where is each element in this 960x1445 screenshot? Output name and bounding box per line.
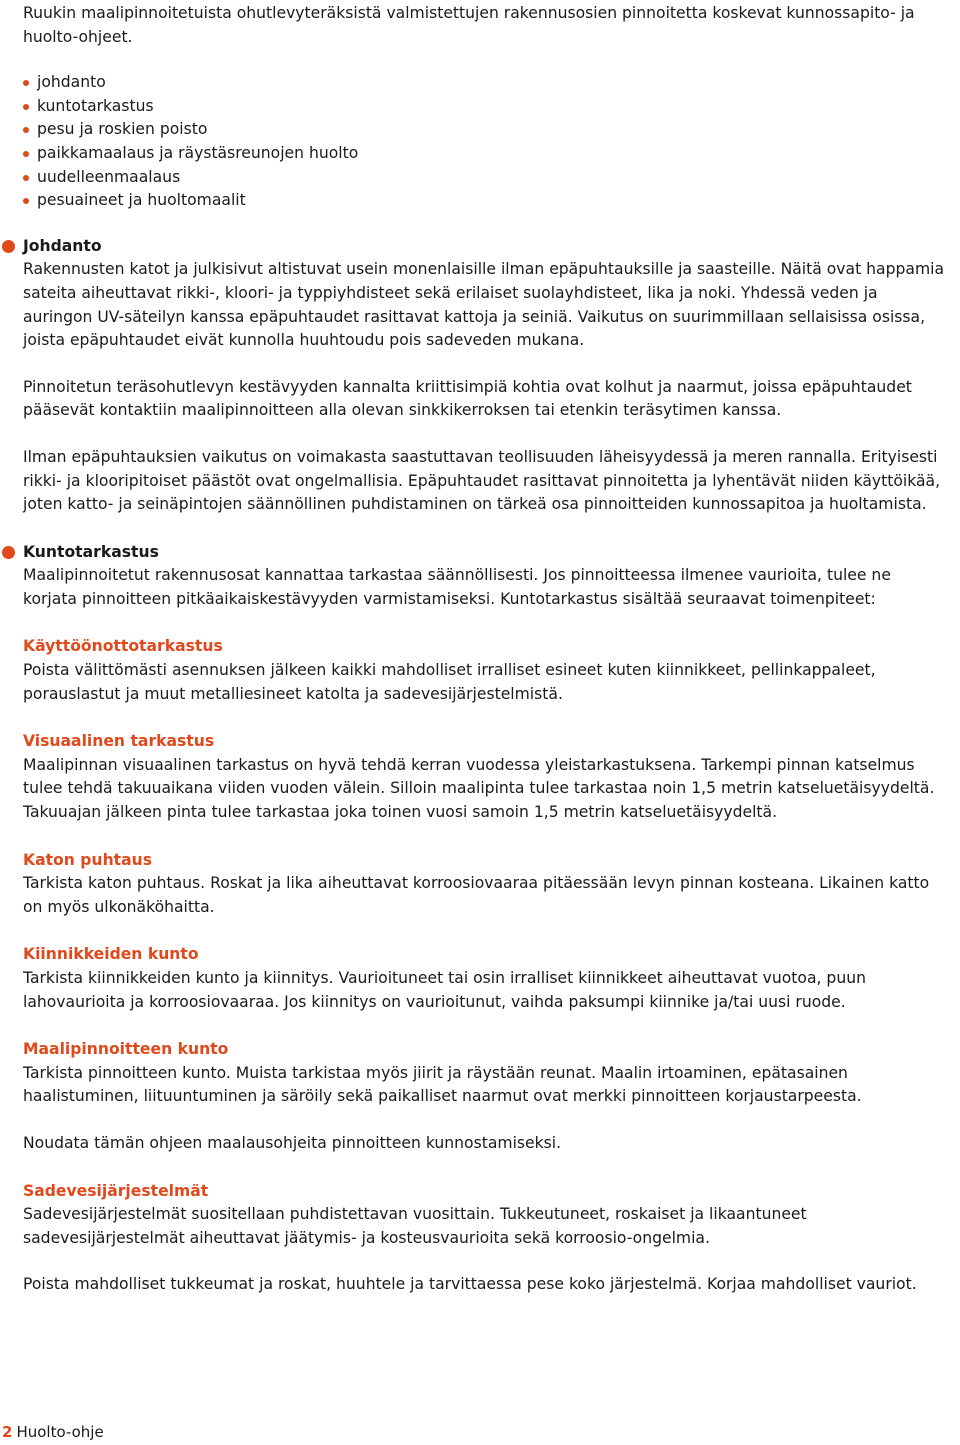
bullet-dot-icon [2,546,15,559]
intro-text: Ruukin maalipinnoitetuista ohutlevyteräksistä valmistettujen rakennusosien pinnoitetta koskevat kunnossapito- ja huolto-ohjeet. [23,4,915,46]
subsection-title: Katon puhtaus [23,850,153,869]
toc-item: pesuaineet ja huoltomaalit [23,189,948,213]
paragraph: Ilman epäpuhtauksien vaikutus on voimakasta saastuttavan teollisuuden läheisyydessä ja meren rannalla. Erityisesti rikki- ja klooripitoiset päästöt ovat ongelmallisia. Epäpuhtaudet rasittavat pinnoitetta ja lyhentävät niiden käyttöikää, joten katto- ja seinäpintojen säännöllinen puhdistaminen on tärkeä osa pinnoitteiden kunnossapitoa ja huoltamista. [23,447,941,514]
subsection-title: Käyttöönottotarkastus [23,637,223,656]
toc-item: johdanto [23,71,948,95]
paragraph: Rakennusten katot ja julkisivut altistuvat usein monenlaisille ilman epäpuhtauksille ja saasteille. Näitä ovat happamia sateita aiheuttavat rikki-, kloori- ja typpiyhdisteet sekä erilaiset suolayhdisteet, lika ja noki. Yhdessä veden ja auringon UV-säteilyn kanssa epäpuhtaudet rasittavat kattoja ja seiniä. Vaikutus on suurimmillaan sellaisissa osissa, joista epäpuhtaudet eivät kunnolla huuhtoudu pois sadeveden mukana. [23,260,945,350]
paragraph: Poista mahdolliset tukkeumat ja roskat, huuhtele ja tarvittaessa pese koko järjestelmä. Korjaa mahdolliset vauriot. [23,1275,917,1294]
toc-item: kuntotarkastus [23,95,948,119]
toc-item: pesu ja roskien poisto [23,118,948,142]
toc-item: paikkamaalaus ja räystäsreunojen huolto [23,142,948,166]
page-number: 2 [2,1423,13,1441]
subsection-title: Maalipinnoitteen kunto [23,1040,229,1059]
document-page [23,0,948,1297]
subsection-title: Sadevesijärjestelmät [23,1181,209,1200]
section-title: Johdanto [23,236,102,255]
paragraph: Tarkista pinnoitteen kunto. Muista tarkistaa myös jiirit ja räystään reunat. Maalin irtoaminen, epätasainen haalistuminen, liituuntuminen ja säröily sekä paikalliset naarmut ovat merkki pinnoitteen korjaustarpeesta. [23,1063,862,1106]
paragraph: Maalipinnoitetut rakennusosat kannattaa tarkastaa säännöllisesti. Jos pinnoitteessa ilmenee vaurioita, tulee ne korjata pinnoitteen pitkäaikaiskestävyyden varmistamiseksi. Kuntotarkastus sisältää seuraavat toimenpiteet: [23,566,891,608]
page-footer [2,1421,104,1445]
paragraph: Maalipinnan visuaalinen tarkastus on hyvä tehdä kerran vuodessa yleistarkastuksena. Tarkempi pinnan katselmus tulee tehdä takuuaikana viiden vuoden välein. Silloin maalipinta tulee tarkastaa noin 1,5 metrin katseluetäisyydeltä. Takuuajan jälkeen pinta tulee tarkastaa joka toinen vuosi samoin 1,5 metrin katseluetäisyydeltä. [23,755,935,822]
footer-label: Huolto-ohje [16,1423,104,1441]
paragraph: Poista välittömästi asennuksen jälkeen kaikki mahdolliset irralliset esineet kuten kiinnikkeet, pellinkappaleet, porauslastut ja muut metalliesineet katolta ja sadevesijärjestelmistä. [23,661,876,703]
paragraph: Tarkista kiinnikkeiden kunto ja kiinnitys. Vaurioituneet tai osin irralliset kiinnikkeet aiheuttavat vuotoa, puun lahovaurioita ja korroosiovaaraa. Jos kiinnitys on vaurioitunut, vaihda paksumpi kiinnike ja/tai uusi ruode. [23,969,866,1011]
section-heading-johdanto [23,235,948,259]
paragraph: Noudata tämän ohjeen maalausohjeita pinnoitteen kunnostamiseksi. [23,1133,562,1152]
section-title: Kuntotarkastus [23,542,159,561]
toc-item: uudelleenmaalaus [23,166,948,190]
bullet-dot-icon [2,240,15,253]
section-heading-kuntotarkastus [23,541,948,565]
subsection-title: Visuaalinen tarkastus [23,732,215,751]
table-of-contents [23,71,948,213]
paragraph: Pinnoitetun teräsohutlevyn kestävyyden kannalta kriittisimpiä kohtia ovat kolhut ja naarmut, joissa epäpuhtaudet pääsevät kontaktiin maalipinnoitteen alla olevan sinkkikerroksen tai etenkin teräsytimen kanssa. [23,377,912,420]
paragraph: Sadevesijärjestelmät suositellaan puhdistettavan vuosittain. Tukkeutuneet, roskaiset ja likaantuneet sadevesijärjestelmät aiheuttavat jäätymis- ja kosteusvaurioita sekä korroosio-ongelmia. [23,1205,807,1247]
subsection-title: Kiinnikkeiden kunto [23,945,199,964]
paragraph: Tarkista katon puhtaus. Roskat ja lika aiheuttavat korroosiovaaraa pitäessään levyn pinnan kosteana. Likainen katto on myös ulkonäköhaitta. [23,874,930,916]
